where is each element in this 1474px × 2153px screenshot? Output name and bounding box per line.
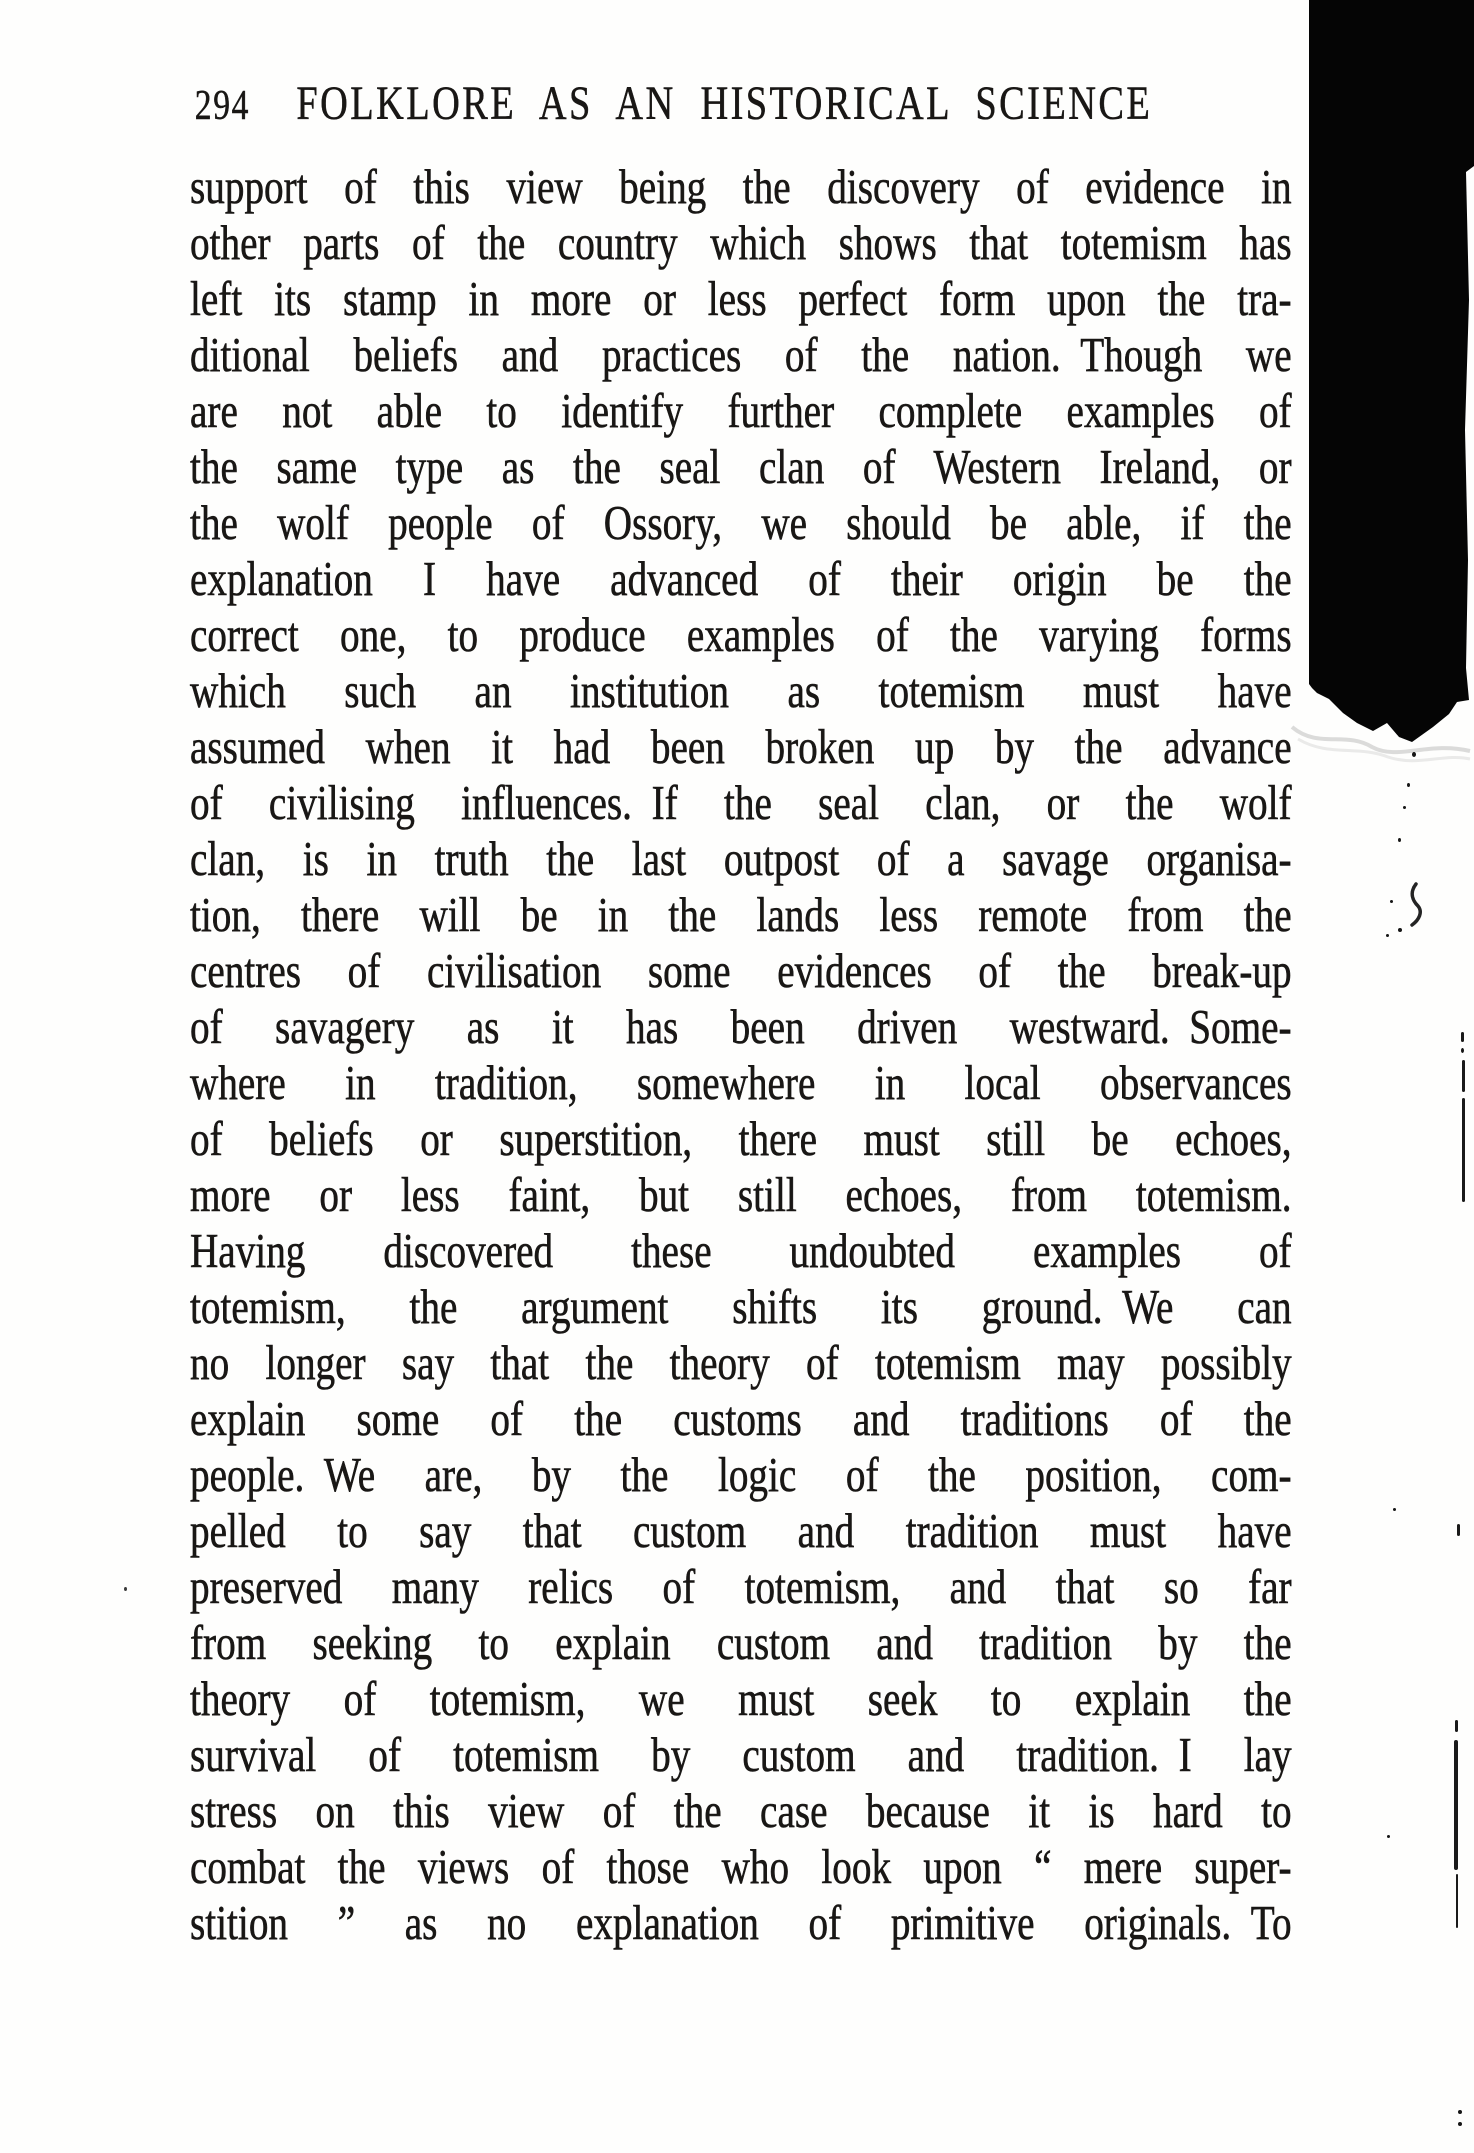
page-number: 294 bbox=[194, 83, 250, 129]
text-line: left its stamp in more or less perfect form upon the tra- bbox=[190, 271, 1292, 326]
scan-vertical-line bbox=[1454, 1740, 1458, 1870]
text-line: Having discovered these undoubted examples of bbox=[190, 1223, 1292, 1278]
scan-vertical-line bbox=[1462, 1060, 1465, 1092]
scan-speck bbox=[1407, 783, 1410, 787]
text-line: preserved many relics of totemism, and that so far bbox=[190, 1559, 1292, 1614]
text-block bbox=[190, 159, 1292, 1951]
text-line: theory of totemism, we must seek to explain the bbox=[190, 1671, 1292, 1726]
text-line: stition ” as no explanation of primitive originals. To bbox=[190, 1895, 1292, 1950]
text-line: pelled to say that custom and tradition must have bbox=[190, 1503, 1292, 1558]
scan-gutter-fringe bbox=[1288, 695, 1474, 775]
text-line: the wolf people of Ossory, we should be able, if the bbox=[190, 495, 1292, 550]
scan-speck bbox=[1461, 1048, 1464, 1053]
text-line: the same type as the seal clan of Western Ireland, or bbox=[190, 439, 1292, 494]
scan-speck bbox=[1412, 752, 1416, 757]
scan-squiggle bbox=[1402, 882, 1428, 928]
scan-speck bbox=[1398, 838, 1401, 842]
text-line: of beliefs or superstition, there must still be echoes, bbox=[190, 1111, 1292, 1166]
text-line: are not able to identify further complete examples of bbox=[190, 383, 1292, 438]
text-line: explain some of the customs and traditions of the bbox=[190, 1391, 1292, 1446]
scan-speck bbox=[1393, 1508, 1396, 1511]
scan-speck bbox=[1386, 934, 1389, 937]
text-line: explanation I have advanced of their origin be the bbox=[190, 551, 1292, 606]
page-header bbox=[190, 79, 1152, 140]
text-line: clan, is in truth the last outpost of a savage organisa- bbox=[190, 831, 1292, 886]
text-line: people. We are, by the logic of the position, com- bbox=[190, 1447, 1292, 1502]
text-line: of civilising influences. If the seal clan, or the wolf bbox=[190, 775, 1292, 830]
scan-tick bbox=[1457, 1524, 1460, 1536]
text-line: support of this view being the discovery of evidence in bbox=[190, 159, 1292, 214]
scan-speck bbox=[1398, 928, 1402, 932]
scan-vertical-line bbox=[1462, 1098, 1465, 1202]
text-line: stress on this view of the case because it is hard to bbox=[190, 1783, 1292, 1838]
text-line: ditional beliefs and practices of the nation. Though we bbox=[190, 327, 1292, 382]
text-line: survival of totemism by custom and tradition. I lay bbox=[190, 1727, 1292, 1782]
scan-speck bbox=[1403, 806, 1406, 809]
text-line: other parts of the country which shows that totemism has bbox=[190, 215, 1292, 270]
scan-vertical-line bbox=[1455, 1720, 1458, 1732]
scan-vertical-line bbox=[1456, 1874, 1458, 1928]
scan-speck bbox=[1390, 900, 1393, 903]
scan-gutter-bar bbox=[1309, 0, 1474, 748]
text-line: no longer say that the theory of totemism may possibly bbox=[190, 1335, 1292, 1390]
text-line: of savagery as it has been driven westward. Some- bbox=[190, 999, 1292, 1054]
text-line: which such an institution as totemism must have bbox=[190, 663, 1292, 718]
scan-speck bbox=[1387, 1835, 1390, 1838]
scan-vertical-line bbox=[1461, 1032, 1464, 1042]
text-line: combat the views of those who look upon “ mere super- bbox=[190, 1839, 1292, 1894]
text-line: more or less faint, but still echoes, from totemism. bbox=[190, 1167, 1292, 1222]
text-line: correct one, to produce examples of the varying forms bbox=[190, 607, 1292, 662]
text-line: centres of civilisation some evidences of the break-up bbox=[190, 943, 1292, 998]
margin-speck bbox=[124, 1587, 127, 1591]
text-line: from seeking to explain custom and tradition by the bbox=[190, 1615, 1292, 1670]
scan-colon-mark bbox=[1458, 2122, 1462, 2126]
text-line: assumed when it had been broken up by the advance bbox=[190, 719, 1292, 774]
text-line: totemism, the argument shifts its ground. We can bbox=[190, 1279, 1292, 1334]
scan-colon-mark bbox=[1458, 2110, 1462, 2114]
running-title: FOLKLORE AS AN HISTORICAL SCIENCE bbox=[296, 77, 1153, 130]
text-line: tion, there will be in the lands less remote from the bbox=[190, 887, 1292, 942]
text-line: where in tradition, somewhere in local observances bbox=[190, 1055, 1292, 1110]
